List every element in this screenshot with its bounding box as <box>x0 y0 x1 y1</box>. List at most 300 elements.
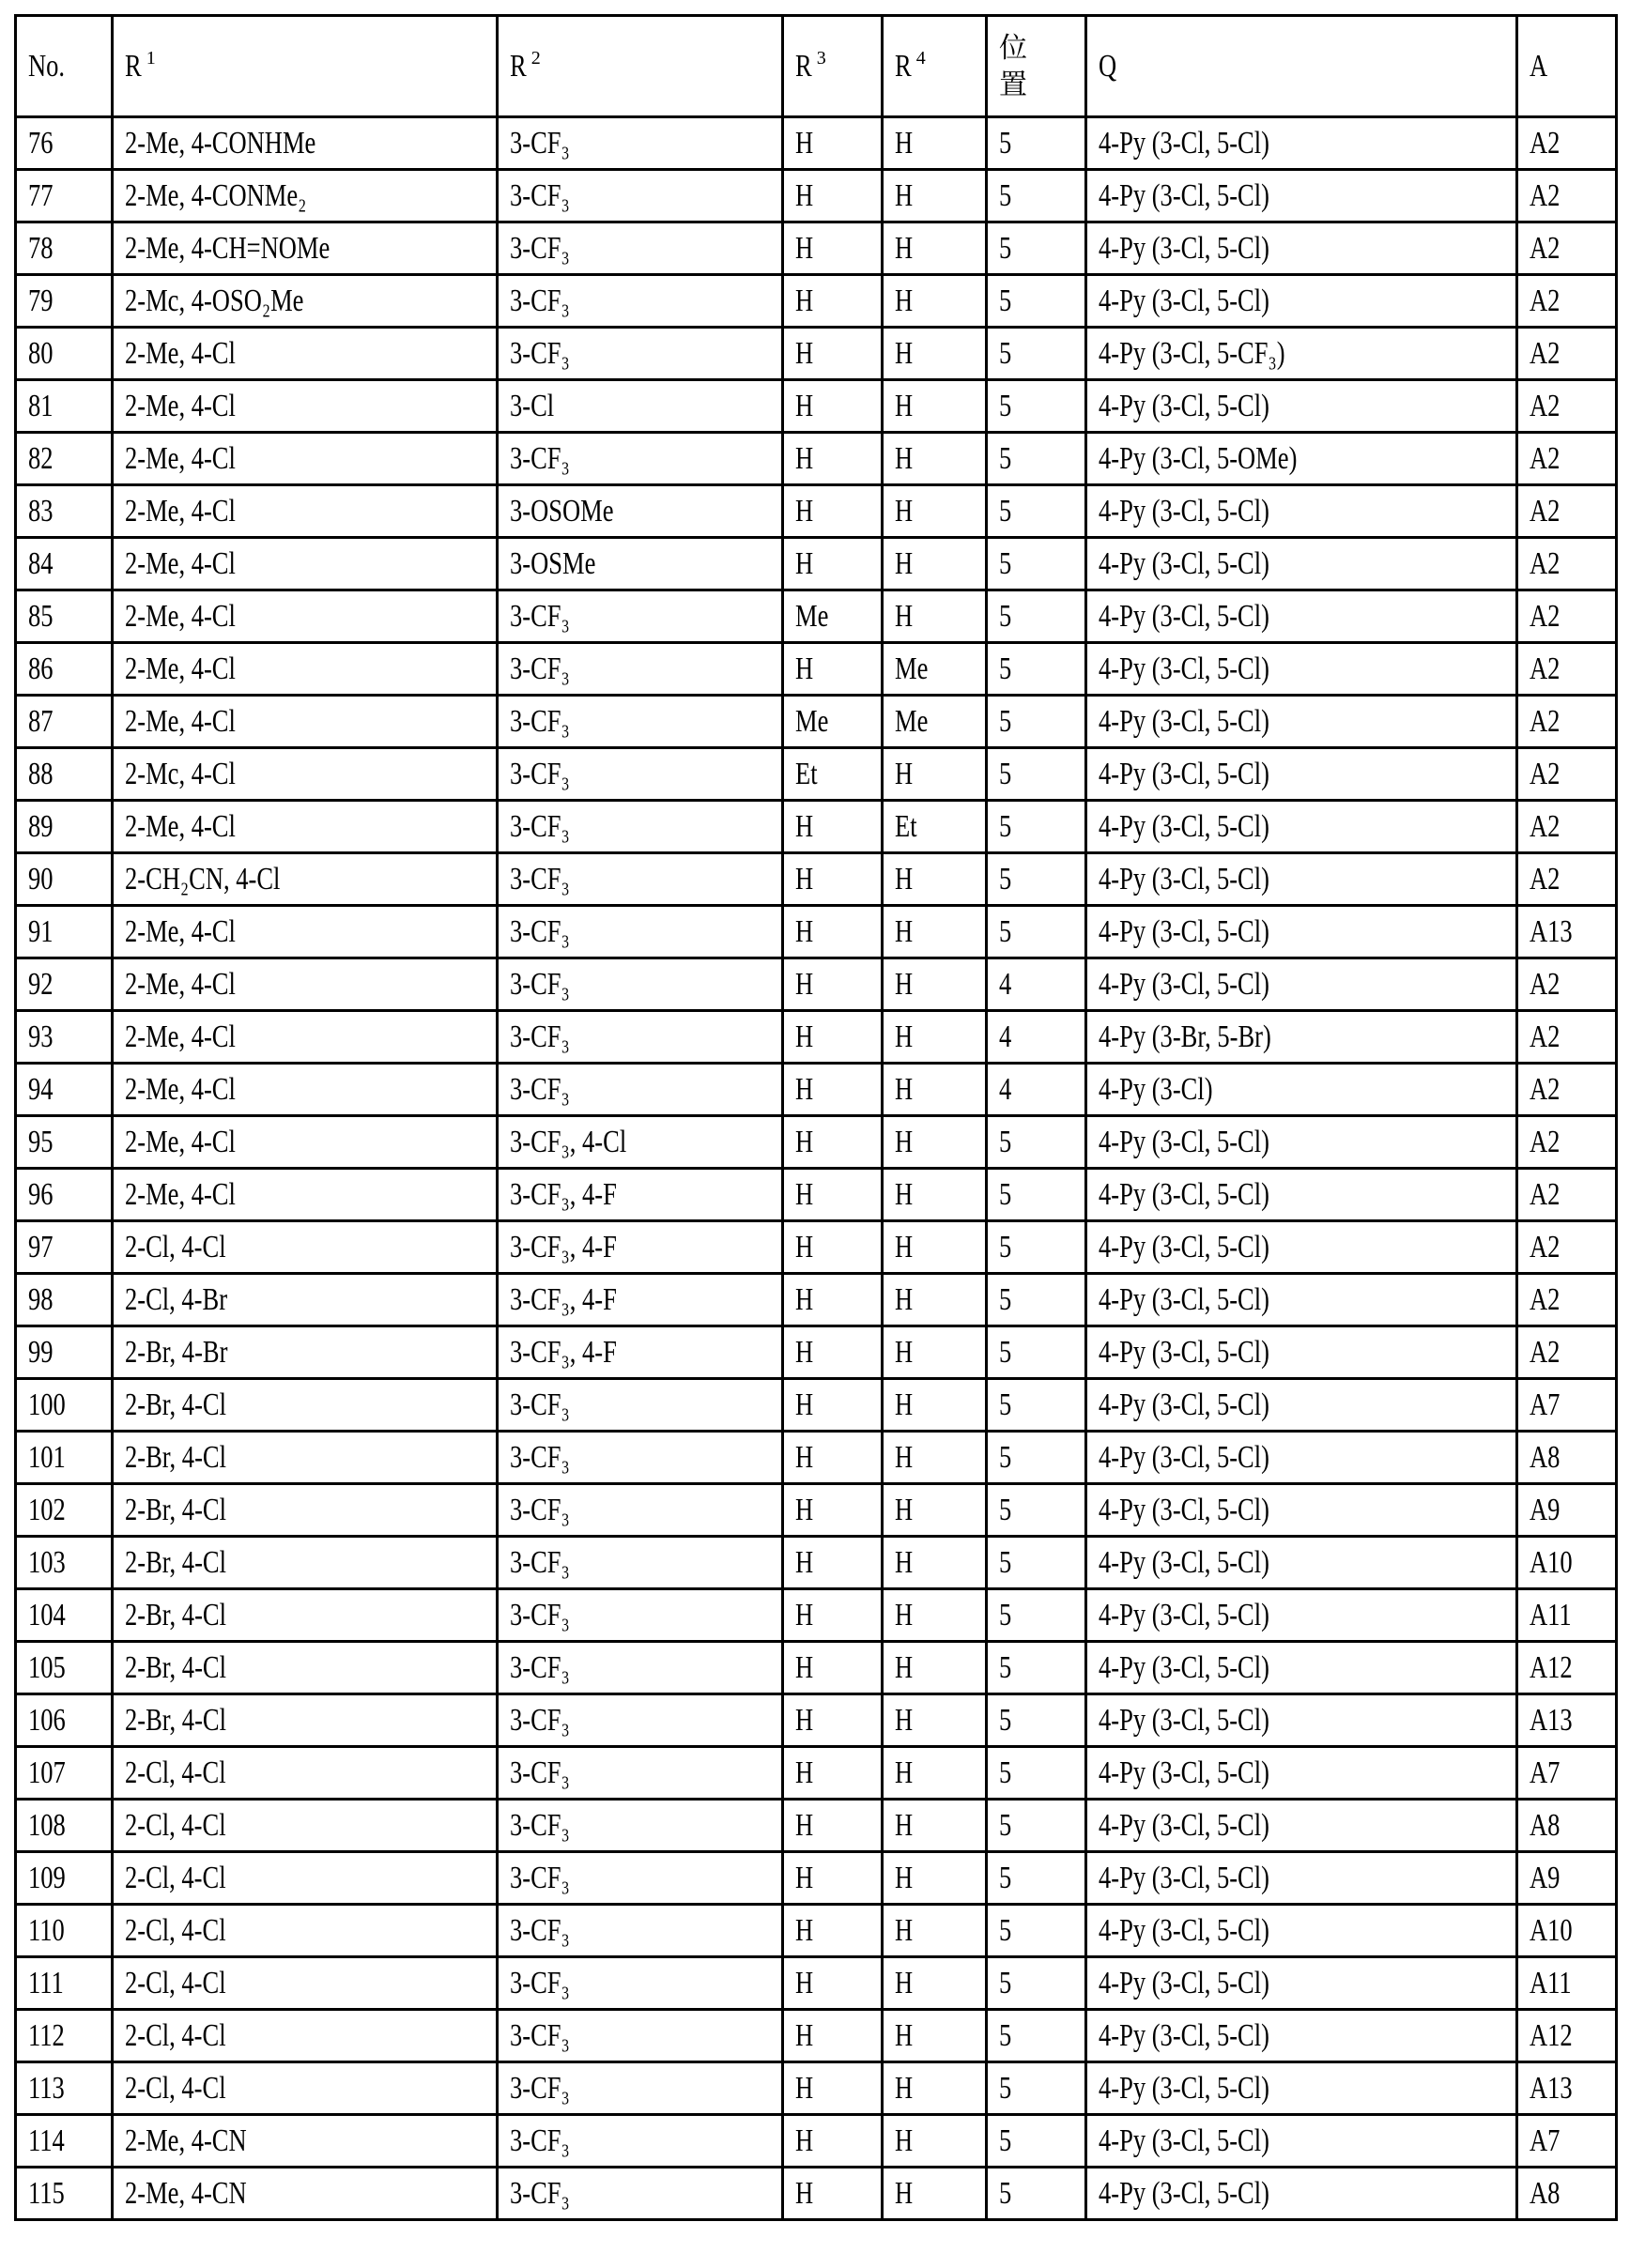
table-row <box>16 2168 1617 2220</box>
table-row <box>16 1064 1617 1116</box>
cell-r2: 3-CF₃ <box>498 328 783 380</box>
cell-no: 90 <box>16 853 113 906</box>
cell-q: 4-Py (3-Cl, 5-Cl) <box>1086 590 1517 643</box>
cell-a: A13 <box>1517 906 1617 958</box>
cell-r3: H <box>783 1800 883 1852</box>
cell-no: 103 <box>16 1537 113 1589</box>
cell-a: A2 <box>1517 1274 1617 1326</box>
cell-r4: H <box>883 485 987 538</box>
cell-q: 4-Py (3-Cl, 5-Cl) <box>1086 1852 1517 1905</box>
cell-a: A2 <box>1517 696 1617 748</box>
table-row <box>16 485 1617 538</box>
cell-r1: 2-Me, 4-Cl <box>113 1169 498 1221</box>
cell-q: 4-Py (3-Cl, 5-Cl) <box>1086 1957 1517 2010</box>
cell-no: 105 <box>16 1642 113 1694</box>
cell-r3: H <box>783 275 883 328</box>
cell-r3: Et <box>783 748 883 801</box>
table-row <box>16 170 1617 222</box>
cell-r3: H <box>783 2168 883 2220</box>
cell-a: A13 <box>1517 2062 1617 2115</box>
cell-no: 77 <box>16 170 113 222</box>
cell-r3: H <box>783 1116 883 1169</box>
cell-a: A2 <box>1517 1011 1617 1064</box>
cell-r1: 2-Br, 4-Cl <box>113 1694 498 1747</box>
cell-no: 101 <box>16 1432 113 1484</box>
cell-a: A9 <box>1517 1852 1617 1905</box>
cell-r1: 2-Me, 4-Cl <box>113 380 498 433</box>
cell-a: A2 <box>1517 538 1617 590</box>
cell-a: A10 <box>1517 1905 1617 1957</box>
cell-position: 5 <box>987 222 1086 275</box>
cell-q: 4-Py (3-Cl, 5-Cl) <box>1086 485 1517 538</box>
cell-a: A2 <box>1517 275 1617 328</box>
cell-r1: 2-Br, 4-Cl <box>113 1537 498 1589</box>
cell-r2: 3-CF₃ <box>498 1905 783 1957</box>
header-position: 位 置 <box>987 16 1086 117</box>
cell-r1: 2-Me, 4-Cl <box>113 1116 498 1169</box>
cell-r4: H <box>883 1221 987 1274</box>
cell-position: 5 <box>987 1642 1086 1694</box>
table-row <box>16 1642 1617 1694</box>
cell-position: 5 <box>987 275 1086 328</box>
cell-a: A7 <box>1517 1379 1617 1432</box>
cell-no: 102 <box>16 1484 113 1537</box>
cell-r4: H <box>883 1747 987 1800</box>
table-row <box>16 1221 1617 1274</box>
cell-r3: H <box>783 1537 883 1589</box>
table-row <box>16 433 1617 485</box>
table-row <box>16 696 1617 748</box>
table-row <box>16 2010 1617 2062</box>
cell-no: 80 <box>16 328 113 380</box>
cell-position: 4 <box>987 1064 1086 1116</box>
cell-r1: 2-Me, 4-Cl <box>113 801 498 853</box>
cell-r3: H <box>783 958 883 1011</box>
cell-r4: H <box>883 853 987 906</box>
cell-r4: H <box>883 170 987 222</box>
cell-r1: 2-Cl, 4-Cl <box>113 1800 498 1852</box>
cell-r1: 2-Br, 4-Cl <box>113 1589 498 1642</box>
cell-r4: H <box>883 2115 987 2168</box>
cell-position: 5 <box>987 1800 1086 1852</box>
table-row <box>16 1537 1617 1589</box>
cell-r3: H <box>783 1957 883 2010</box>
cell-r3: H <box>783 906 883 958</box>
cell-position: 5 <box>987 1116 1086 1169</box>
table-row <box>16 1957 1617 2010</box>
cell-r4: H <box>883 748 987 801</box>
table-row <box>16 1116 1617 1169</box>
cell-no: 79 <box>16 275 113 328</box>
cell-r4: H <box>883 1432 987 1484</box>
cell-position: 5 <box>987 2168 1086 2220</box>
cell-r1: 2-Cl, 4-Cl <box>113 1747 498 1800</box>
cell-q: 4-Py (3-Cl, 5-Cl) <box>1086 1379 1517 1432</box>
cell-r2: 3-CF₃ <box>498 1537 783 1589</box>
cell-r2: 3-CF₃ <box>498 170 783 222</box>
cell-r4: Me <box>883 643 987 696</box>
cell-q: 4-Py (3-Cl, 5-Cl) <box>1086 958 1517 1011</box>
cell-r4: H <box>883 1800 987 1852</box>
cell-a: A12 <box>1517 2010 1617 2062</box>
cell-position: 5 <box>987 801 1086 853</box>
cell-q: 4-Py (3-Cl) <box>1086 1064 1517 1116</box>
cell-r4: H <box>883 958 987 1011</box>
cell-r3: H <box>783 801 883 853</box>
cell-q: 4-Py (3-Cl, 5-Cl) <box>1086 748 1517 801</box>
table-row <box>16 1905 1617 1957</box>
cell-no: 78 <box>16 222 113 275</box>
cell-position: 5 <box>987 170 1086 222</box>
cell-r4: Et <box>883 801 987 853</box>
cell-r3: H <box>783 433 883 485</box>
cell-r4: H <box>883 1537 987 1589</box>
cell-r4: H <box>883 433 987 485</box>
cell-a: A2 <box>1517 853 1617 906</box>
cell-r4: H <box>883 590 987 643</box>
cell-r4: H <box>883 1852 987 1905</box>
table-row <box>16 1274 1617 1326</box>
cell-r4: Me <box>883 696 987 748</box>
cell-r4: H <box>883 2168 987 2220</box>
cell-no: 93 <box>16 1011 113 1064</box>
cell-q: 4-Py (3-Cl, 5-Cl) <box>1086 2010 1517 2062</box>
cell-no: 86 <box>16 643 113 696</box>
cell-position: 5 <box>987 2010 1086 2062</box>
cell-r2: 3-CF₃ <box>498 2010 783 2062</box>
cell-a: A2 <box>1517 1064 1617 1116</box>
cell-r1: 2-Me, 4-CN <box>113 2115 498 2168</box>
cell-q: 4-Py (3-Cl, 5-Cl) <box>1086 380 1517 433</box>
cell-r1: 2-Br, 4-Cl <box>113 1484 498 1537</box>
cell-no: 81 <box>16 380 113 433</box>
cell-position: 5 <box>987 1747 1086 1800</box>
cell-q: 4-Py (3-Cl, 5-Cl) <box>1086 170 1517 222</box>
header-r3: R 3 <box>783 16 883 117</box>
table-row <box>16 380 1617 433</box>
cell-r3: H <box>783 538 883 590</box>
table-row <box>16 590 1617 643</box>
cell-r1: 2-Me, 4-Cl <box>113 433 498 485</box>
cell-a: A8 <box>1517 2168 1617 2220</box>
cell-r1: 2-Mc, 4-Cl <box>113 748 498 801</box>
cell-position: 5 <box>987 433 1086 485</box>
cell-r3: Me <box>783 696 883 748</box>
header-no: No. <box>16 16 113 117</box>
cell-r2: 3-CF₃ <box>498 643 783 696</box>
table-row <box>16 117 1617 170</box>
table-row <box>16 1747 1617 1800</box>
cell-r1: 2-Me, 4-Cl <box>113 328 498 380</box>
cell-a: A7 <box>1517 1747 1617 1800</box>
cell-no: 106 <box>16 1694 113 1747</box>
header-r4: R 4 <box>883 16 987 117</box>
table-row <box>16 2062 1617 2115</box>
cell-r3: H <box>783 853 883 906</box>
table-row <box>16 748 1617 801</box>
cell-q: 4-Py (3-Cl, 5-Cl) <box>1086 1694 1517 1747</box>
cell-a: A11 <box>1517 1589 1617 1642</box>
cell-r3: H <box>783 1694 883 1747</box>
header-q: Q <box>1086 16 1517 117</box>
header-r1: R 1 <box>113 16 498 117</box>
cell-r4: H <box>883 906 987 958</box>
cell-no: 114 <box>16 2115 113 2168</box>
cell-q: 4-Py (3-Cl, 5-Cl) <box>1086 1589 1517 1642</box>
cell-position: 5 <box>987 117 1086 170</box>
cell-a: A2 <box>1517 1169 1617 1221</box>
cell-r2: 3-CF₃, 4-F <box>498 1169 783 1221</box>
cell-r3: H <box>783 170 883 222</box>
cell-r1: 2-Me, 4-Cl <box>113 643 498 696</box>
cell-no: 115 <box>16 2168 113 2220</box>
cell-a: A2 <box>1517 1326 1617 1379</box>
cell-r2: 3-CF₃, 4-Cl <box>498 1116 783 1169</box>
cell-a: A13 <box>1517 1694 1617 1747</box>
cell-r2: 3-CF₃ <box>498 1011 783 1064</box>
cell-q: 4-Py (3-Cl, 5-Cl) <box>1086 1484 1517 1537</box>
cell-r3: H <box>783 328 883 380</box>
compound-table <box>14 14 1618 2221</box>
cell-r3: H <box>783 1379 883 1432</box>
cell-r4: H <box>883 2010 987 2062</box>
cell-position: 5 <box>987 1326 1086 1379</box>
cell-r1: 2-Br, 4-Cl <box>113 1379 498 1432</box>
cell-q: 4-Py (3-Cl, 5-Cl) <box>1086 2168 1517 2220</box>
table-row <box>16 958 1617 1011</box>
cell-r2: 3-CF₃ <box>498 1642 783 1694</box>
cell-r1: 2-Me, 4-Cl <box>113 538 498 590</box>
cell-no: 94 <box>16 1064 113 1116</box>
cell-r1: 2-Cl, 4-Cl <box>113 1852 498 1905</box>
cell-r1: 2-Mc, 4-OSO₂Me <box>113 275 498 328</box>
cell-no: 84 <box>16 538 113 590</box>
cell-position: 4 <box>987 958 1086 1011</box>
cell-a: A8 <box>1517 1800 1617 1852</box>
cell-r2: 3-CF₃ <box>498 958 783 1011</box>
cell-a: A2 <box>1517 117 1617 170</box>
cell-position: 5 <box>987 906 1086 958</box>
cell-r2: 3-CF₃ <box>498 2168 783 2220</box>
cell-r3: H <box>783 2010 883 2062</box>
cell-r1: 2-Me, 4-Cl <box>113 485 498 538</box>
cell-q: 4-Py (3-Cl, 5-Cl) <box>1086 117 1517 170</box>
cell-r3: H <box>783 1169 883 1221</box>
cell-r2: 3-CF₃ <box>498 801 783 853</box>
cell-r1: 2-Br, 4-Cl <box>113 1642 498 1694</box>
cell-q: 4-Py (3-Cl, 5-Cl) <box>1086 1169 1517 1221</box>
cell-position: 5 <box>987 1484 1086 1537</box>
cell-position: 5 <box>987 1379 1086 1432</box>
cell-r2: 3-CF₃ <box>498 1589 783 1642</box>
cell-q: 4-Py (3-Cl, 5-Cl) <box>1086 696 1517 748</box>
cell-r3: H <box>783 1747 883 1800</box>
cell-r2: 3-OSOMe <box>498 485 783 538</box>
cell-r2: 3-CF₃ <box>498 2115 783 2168</box>
table-row <box>16 1432 1617 1484</box>
cell-no: 104 <box>16 1589 113 1642</box>
cell-r2: 3-CF₃ <box>498 748 783 801</box>
cell-r1: 2-Cl, 4-Br <box>113 1274 498 1326</box>
cell-a: A8 <box>1517 1432 1617 1484</box>
cell-r4: H <box>883 1694 987 1747</box>
cell-r1: 2-Me, 4-Cl <box>113 1011 498 1064</box>
cell-a: A9 <box>1517 1484 1617 1537</box>
cell-q: 4-Py (3-Cl, 5-Cl) <box>1086 2115 1517 2168</box>
cell-q: 4-Py (3-Cl, 5-Cl) <box>1086 538 1517 590</box>
cell-r4: H <box>883 380 987 433</box>
cell-r4: H <box>883 1589 987 1642</box>
cell-q: 4-Py (3-Cl, 5-OMe) <box>1086 433 1517 485</box>
cell-position: 5 <box>987 1852 1086 1905</box>
cell-r4: H <box>883 1011 987 1064</box>
cell-r3: H <box>783 1011 883 1064</box>
cell-r3: H <box>783 1589 883 1642</box>
table-row <box>16 1011 1617 1064</box>
cell-r4: H <box>883 275 987 328</box>
cell-position: 5 <box>987 696 1086 748</box>
cell-r2: 3-Cl <box>498 380 783 433</box>
cell-no: 89 <box>16 801 113 853</box>
cell-q: 4-Py (3-Cl, 5-Cl) <box>1086 1116 1517 1169</box>
cell-r2: 3-CF₃ <box>498 1432 783 1484</box>
cell-r2: 3-CF₃ <box>498 590 783 643</box>
cell-no: 113 <box>16 2062 113 2115</box>
cell-r2: 3-CF₃ <box>498 906 783 958</box>
cell-q: 4-Py (3-Cl, 5-Cl) <box>1086 1747 1517 1800</box>
cell-a: A2 <box>1517 485 1617 538</box>
cell-r2: 3-CF₃ <box>498 222 783 275</box>
cell-r1: 2-Cl, 4-Cl <box>113 2062 498 2115</box>
cell-r3: H <box>783 1484 883 1537</box>
cell-position: 5 <box>987 2115 1086 2168</box>
cell-a: A2 <box>1517 328 1617 380</box>
cell-r2: 3-CF₃ <box>498 696 783 748</box>
cell-r4: H <box>883 1274 987 1326</box>
cell-no: 82 <box>16 433 113 485</box>
cell-r3: Me <box>783 590 883 643</box>
cell-a: A2 <box>1517 170 1617 222</box>
table-row <box>16 2115 1617 2168</box>
cell-r2: 3-CF₃ <box>498 1957 783 2010</box>
cell-position: 5 <box>987 538 1086 590</box>
cell-r3: H <box>783 1064 883 1116</box>
cell-position: 5 <box>987 1274 1086 1326</box>
cell-r3: H <box>783 117 883 170</box>
cell-r1: 2-Cl, 4-Cl <box>113 1905 498 1957</box>
cell-no: 91 <box>16 906 113 958</box>
cell-no: 100 <box>16 1379 113 1432</box>
cell-r1: 2-Me, 4-CN <box>113 2168 498 2220</box>
cell-r1: 2-Me, 4-Cl <box>113 1064 498 1116</box>
cell-q: 4-Py (3-Cl, 5-Cl) <box>1086 1326 1517 1379</box>
cell-r3: H <box>783 2115 883 2168</box>
cell-r1: 2-Br, 4-Br <box>113 1326 498 1379</box>
cell-r1: 2-Me, 4-CONMe₂ <box>113 170 498 222</box>
table-row <box>16 328 1617 380</box>
cell-r1: 2-Me, 4-Cl <box>113 696 498 748</box>
table-row <box>16 801 1617 853</box>
cell-a: A2 <box>1517 643 1617 696</box>
cell-r3: H <box>783 1326 883 1379</box>
table-row <box>16 1379 1617 1432</box>
header-row <box>16 16 1617 117</box>
table-row <box>16 275 1617 328</box>
cell-r4: H <box>883 1169 987 1221</box>
cell-r1: 2-Br, 4-Cl <box>113 1432 498 1484</box>
cell-r2: 3-CF₃ <box>498 2062 783 2115</box>
cell-r4: H <box>883 1484 987 1537</box>
cell-q: 4-Py (3-Cl, 5-Cl) <box>1086 2062 1517 2115</box>
cell-r2: 3-OSMe <box>498 538 783 590</box>
cell-r2: 3-CF₃, 4-F <box>498 1326 783 1379</box>
cell-q: 4-Py (3-Cl, 5-Cl) <box>1086 1905 1517 1957</box>
cell-r4: H <box>883 1905 987 1957</box>
cell-r2: 3-CF₃ <box>498 1379 783 1432</box>
cell-position: 5 <box>987 1169 1086 1221</box>
cell-position: 5 <box>987 643 1086 696</box>
cell-r4: H <box>883 1642 987 1694</box>
cell-r4: H <box>883 117 987 170</box>
cell-position: 5 <box>987 2062 1086 2115</box>
cell-r2: 3-CF₃ <box>498 1064 783 1116</box>
cell-position: 5 <box>987 1432 1086 1484</box>
table-row <box>16 643 1617 696</box>
cell-no: 107 <box>16 1747 113 1800</box>
table-row <box>16 853 1617 906</box>
cell-r3: H <box>783 1221 883 1274</box>
cell-no: 83 <box>16 485 113 538</box>
cell-a: A2 <box>1517 433 1617 485</box>
table-row <box>16 906 1617 958</box>
cell-a: A2 <box>1517 222 1617 275</box>
cell-position: 5 <box>987 748 1086 801</box>
cell-a: A2 <box>1517 380 1617 433</box>
cell-a: A2 <box>1517 958 1617 1011</box>
cell-r2: 3-CF₃ <box>498 1484 783 1537</box>
cell-q: 4-Py (3-Cl, 5-Cl) <box>1086 1432 1517 1484</box>
cell-r3: H <box>783 485 883 538</box>
cell-a: A2 <box>1517 748 1617 801</box>
cell-position: 5 <box>987 1905 1086 1957</box>
cell-no: 85 <box>16 590 113 643</box>
cell-r1: 2-Cl, 4-Cl <box>113 1221 498 1274</box>
cell-q: 4-Py (3-Cl, 5-Cl) <box>1086 275 1517 328</box>
cell-r1: 2-Me, 4-CONHMe <box>113 117 498 170</box>
cell-r3: H <box>783 1642 883 1694</box>
cell-q: 4-Py (3-Cl, 5-Cl) <box>1086 1537 1517 1589</box>
cell-q: 4-Py (3-Cl, 5-Cl) <box>1086 1274 1517 1326</box>
cell-r3: H <box>783 643 883 696</box>
cell-r3: H <box>783 1905 883 1957</box>
cell-r4: H <box>883 1326 987 1379</box>
cell-no: 112 <box>16 2010 113 2062</box>
cell-a: A11 <box>1517 1957 1617 2010</box>
cell-position: 5 <box>987 328 1086 380</box>
table-row <box>16 1326 1617 1379</box>
cell-r1: 2-CH₂CN, 4-Cl <box>113 853 498 906</box>
cell-r4: H <box>883 1116 987 1169</box>
cell-r3: H <box>783 380 883 433</box>
cell-r3: H <box>783 1852 883 1905</box>
cell-r3: H <box>783 1432 883 1484</box>
table-row <box>16 1169 1617 1221</box>
table-row <box>16 222 1617 275</box>
cell-r2: 3-CF₃ <box>498 853 783 906</box>
cell-q: 4-Py (3-Cl, 5-Cl) <box>1086 1642 1517 1694</box>
cell-no: 92 <box>16 958 113 1011</box>
cell-q: 4-Py (3-Cl, 5-Cl) <box>1086 1800 1517 1852</box>
